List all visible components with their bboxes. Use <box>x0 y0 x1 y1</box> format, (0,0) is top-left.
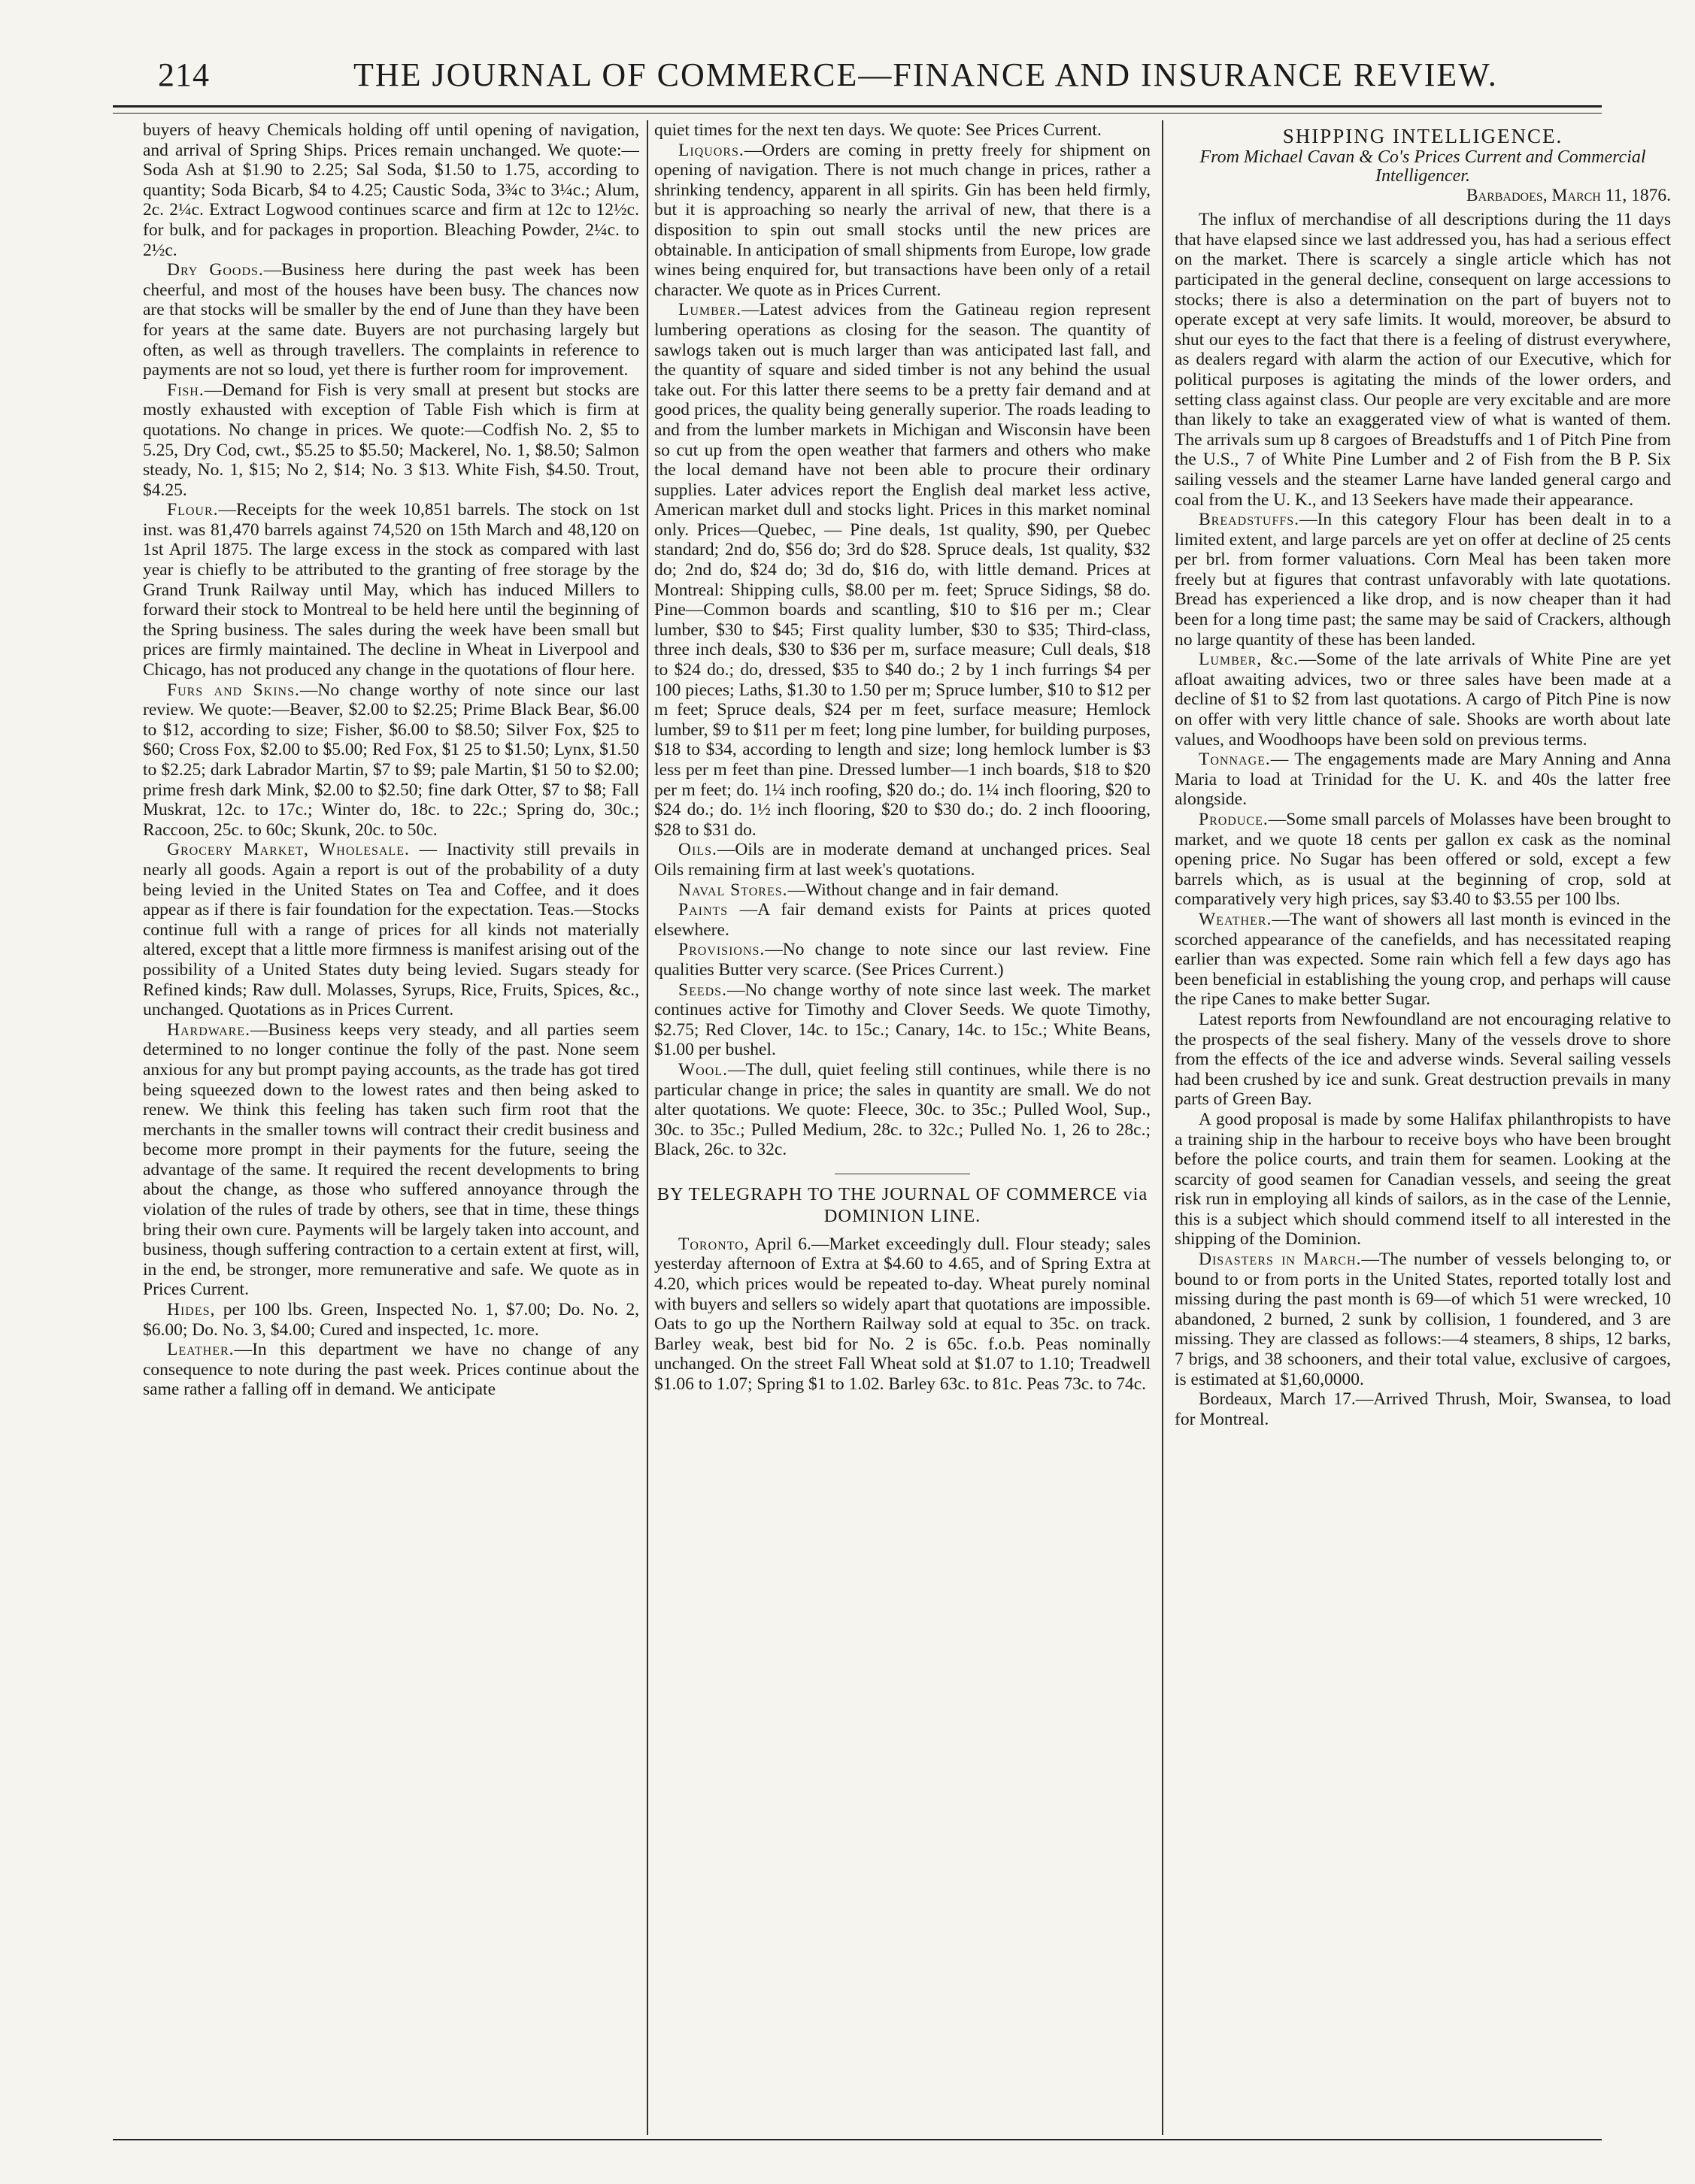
section-heading: Hardware. <box>167 1019 250 1040</box>
footer-rule <box>113 2139 1602 2140</box>
section-heading: Fish. <box>167 380 205 400</box>
section-heading: Flour. <box>167 500 219 520</box>
liquors-section: Liquors.—Orders are coming in pretty freely for shipment on opening of navigation. There is not much change in prices, rather a shrinking tendency, apparent in all spirits. Gin has been held firmly, but it is approaching so nearly the arrival of new, that there is a disposition to spin out small stocks until the new prices are obtainable. In anticipation of small shipments from Europe, low grade wines being enquired for, but transactions have been only of a retail character. We quote as in Prices Current. <box>654 140 1151 300</box>
lumber-section: Lumber.—Latest advices from the Gatineau region represent lumbering operations as closing for the season. The quantity of sawlogs taken out is much larger than was anticipated last fall, and the quantity of square and sided timber is not any behind the usual take out. For this latter there seems to be a pretty fair demand and at good prices, the quality being generally superior. The roads leading to and from the lumber markets in Michigan and Wisconsin have been so cut up from the open weather that farmers and others who make the local demand have not been able to procure their ordinary supplies. Later advices report the English deal market less active, American market dull and stocks light. Prices in this market nominal only. Prices—Quebec, — Pine deals, 1st quality, $90, per Quebec standard; 2nd do, $56 do; 3rd do $28. Spruce deals, 1st quality, $32 do; 2nd do, $24 do; 3d do, $16 do, with little demand. Prices at Montreal: Shipping culls, $8.00 per m. feet; Spruce Sidings, $8 do. Pine—Common boards and scantling, $10 to $16 per m.; Clear lumber, $30 to $45; First quality lumber, $30 to $35; Third-class, three inch deals, $30 to $36 per m, surface measure; Cull deals, $18 to $24 do.; do, dressed, $35 to $40 do.; 2 by 1 inch furrings $4 per 100 pieces; Laths, $1.30 to 1.50 per m; Spruce lumber, $10 to $12 per m feet; Spruce deals, $24 per m feet, surface measure; Hemlock lumber, $9 to $11 per m feet; long pine lumber, for building purposes, $18 to $34, according to length and size; long hemlock lumber is $3 less per m feet than pine. Dressed lumber—1 inch boards, $18 to $20 per m feet; do. 1¼ inch roofing, $20 do.; do. 1¼ inch flooring, $20 to $24 do.; do. 1½ inch flooring, $20 to $30 do.; do. 2 inch floooring, $28 to $31 do. <box>654 300 1151 840</box>
section-heading: Wool. <box>678 1059 728 1080</box>
section-heading: Oils. <box>678 840 717 860</box>
section-heading: Tonnage. <box>1199 750 1271 770</box>
section-heading: Weather. <box>1199 909 1272 929</box>
section-heading: Lumber. <box>678 300 742 320</box>
section-heading: Paints <box>678 900 729 920</box>
shipping-intro: The influx of merchandise of all descriptions during the 11 days that have elapsed since we last addressed you, has had a serious effect on the market. There is scarcely a single article which has not participated in the general decline, consequent on large accessions to stocks; there is also a determination on the part of buyers not to operate except at very safe limits. It would, moreover, be absurd to shut our eyes to the fact that there is a feeling of distrust everywhere, as dealers regard with alarm the action of our Executive, which for political purposes is agitating the minds of the lower orders, and setting class against class. Our people are very excitable and are more than likely to take an exaggerated view of what is wanted of them. The arrivals sum up 8 cargoes of Breadstuffs and 1 of Pitch Pine from the U.S., 7 of White Pine Lumber and 2 of Fish from the B P. Six sailing vessels and the steamer Larne have landed general cargo and coal from the U. K., and 13 Seekers have made their appearance. <box>1175 210 1671 510</box>
hardware-section: Hardware.—Business keeps very steady, and all parties seem determined to no longer continue the folly of the past. None seem anxious for any but prompt paying accounts, as the trade has got tired being squeezed down to the lowest rates and then being asked to renew. We think this feeling has taken such firm root that the merchants in the smaller towns will contract their credit business and become more prompt in their payments for the future, seeing the advantage of the same. It required the recent developments to bring about the change, as those who suffered annoyance through the violation of the rules of trade by others, see that in time, these things bring their own cure. Payments will be largely taken into account, and business, though suffering contraction to a certain extent at first, will, in the end, be stronger, more remunerative and safe. We quote as in Prices Current. <box>143 1019 639 1300</box>
dry-goods-section: Dry Goods.—Business here during the past week has been cheerful, and most of the houses have been busy. The chances now are that stocks will be smaller by the end of June than they have been for years at the same date. Buyers are not purchasing largely but often, as well as through travellers. The complaints in reference to payments are not so loud, yet there is further room for improvement. <box>143 260 639 380</box>
lumber-section: Lumber, &c.—Some of the late arrivals of White Pine are yet afloat awaiting advices, two or three sales have been made at a decline of $1 to $2 from last quotations. A cargo of Pitch Pine is now on offer with very little chance of sale. Shooks are worth about late values, and Woodhoops have been sold on previous terms. <box>1175 650 1671 750</box>
section-heading: Grocery Market, Wholesale. <box>167 840 410 860</box>
section-heading: Lumber, &c. <box>1199 650 1299 670</box>
oils-section: Oils.—Oils are in moderate demand at unchanged prices. Seal Oils remaining firm at last week's quotations. <box>654 840 1151 880</box>
running-title: THE JOURNAL OF COMMERCE—FINANCE AND INSURANCE REVIEW. <box>353 56 1498 93</box>
seeds-section: Seeds.—No change worthy of note since last week. The market continues active for Timothy and Clover Seeds. We quote Timothy, $2.75; Red Clover, 14c. to 15c.; Canary, 14c. to 15c.; White Beans, $1.00 per bushel. <box>654 980 1151 1060</box>
shipping-heading: SHIPPING INTELLIGENCE. <box>1282 125 1563 147</box>
dateline: Barbadoes, March 11, 1876. <box>1466 185 1671 205</box>
section-heading: Toronto, <box>678 1234 750 1254</box>
column-left <box>143 120 639 2135</box>
header-rule-thin <box>113 113 1602 114</box>
weather-section: Weather.—The want of showers all last month is evinced in the scorched appearance of the canefields, and has necessitated reaping earlier than was expected. Some rain which fell a few days ago has been beneficial in establishing the young crop, and perhaps will cause the ripe Canes to make better Sugar. <box>1175 909 1671 1010</box>
newfoundland-paragraph: Latest reports from Newfoundland are not encouraging relative to the prospects of the seal fishery. Many of the vessels drove to shore from the effects of the ice and adverse winds. Several sailing vessels had been crushed by ice and sunk. Great destruction prevails in many parts of Green Bay. <box>1175 1009 1671 1110</box>
telegraph-heading: BY TELEGRAPH TO THE JOURNAL OF COMMERCE via DOMINION LINE. <box>656 1183 1148 1226</box>
section-heading: Naval Stores. <box>678 880 788 900</box>
chemicals-continued: buyers of heavy Chemicals holding off until opening of navigation, and arrival of Spring Ships. Prices remain unchanged. We quote:—Soda Ash at $1.90 to 2.25; Sal Soda, $1.50 to 1.75, according to quantity; Soda Bicarb, $4 to 4.25; Caustic Soda, 3¾c to 3¼c.; Alum, 2c. 2¼c. Extract Logwood continues scarce and firm at 12c to 12½c. for bulk, and for packages in proportion. Bleaching Powder, 2¼c. to 2½c. <box>143 120 639 260</box>
section-heading: Produce. <box>1199 810 1269 829</box>
page-number: 214 <box>158 56 210 93</box>
furs-section: Furs and Skins.—No change worthy of note since our last review. We quote:—Beaver, $2.00 to $2.25; Prime Black Bear, $6.00 to $12, according to size; Fisher, $6.00 to $8.50; Silver Fox, $25 to $60; Cross Fox, $2.00 to $5.00; Red Fox, $1 25 to $1.50; Lynx, $1.50 to $2.25; dark Labrador Martin, $7 to $9; pale Martin, $1 50 to $2.00; prime fresh dark Mink, $2.00 to $2.50; fine dark Otter, $7 to $8; Fall Muskrat, 12c. to 17c.; Winter do, 18c. to 22c.; Spring do, 30c.; Raccoon, 25c. to 60c; Skunk, 20c. to 50c. <box>143 680 639 840</box>
halifax-paragraph: A good proposal is made by some Halifax philanthropists to have a training ship in the harbour to receive boys who have been brought before the police courts, and train them for seamen. Looking at the scarcity of good seamen for Canadian vessels, and seeing the great risk run in employing all kinds of sailors, as in the case of the Lennie, this is a subject which should commend itself to all interested in the shipping of the Dominion. <box>1175 1109 1671 1250</box>
flour-section: Flour.—Receipts for the week 10,851 barrels. The stock on 1st inst. was 81,470 barrels against 74,520 on 15th March and 48,120 on 1st April 1875. The large excess in the stock as compared with last year is chiefly to be attributed to the granting of free storage by the Grand Trunk Railway until May, which has induced Millers to forward their stock to Montreal to be held here until the beginning of the Spring business. The sales during the week have been small but prices are firmly maintained. The decline in Wheat in Liverpool and Chicago, has not produced any change in the quotations of flour here. <box>143 500 639 680</box>
fish-section: Fish.—Demand for Fish is very small at present but stocks are mostly exhausted with exception of Table Fish which is firm at quotations. No change in prices. We quote:—Codfish No. 2, $5 to 5.25, Dry Cod, cwt., $5.25 to $5.50; Mackerel, No. 1, $8.50; Salmon steady, No. 1, $15; No 2, $14; No. 3 $13. White Fish, $4.50. Trout, $4.25. <box>143 380 639 500</box>
toronto-report: Toronto, April 6.—Market exceedingly dull. Flour steady; sales yesterday afternoon of Extra at $4.60 to 4.65, and of Spring Extra at 4.20, which prices would be repeated to-day. Wheat purely nominal with buyers and sellers so widely apart that quotations are impossible. Oats to go up the Northern Railway sold at equal to 35c. on track. Barley weak, best bid for No. 2 is 65c. f.o.b. Peas nominally unchanged. On the street Fall Wheat sold at $1.07 to 1.10; Treadwell $1.06 to 1.07; Spring $1 to 1.02. Barley 63c. to 81c. Peas 73c. to 74c. <box>654 1234 1151 1395</box>
paints-section: Paints —A fair demand exists for Paints at prices quoted elsewhere. <box>654 900 1151 940</box>
grocery-section: Grocery Market, Wholesale. — Inactivity still prevails in nearly all goods. Again a report is out of the probability of a duty being levied in the United States on Tea and Coffee, and it does appear as if there is fair foundation for the expectation. Teas.—Stocks continue full with a range of prices for all kinds not materially altered, except that a little more firmness is manifest arising out of the possibility of a United States duty being levied. Sugars steady for Refined kinds; Raw dull. Molasses, Syrups, Rice, Fruits, Spices, &c., unchanged. Quotations as in Prices Current. <box>143 840 639 1020</box>
tonnage-section: Tonnage.— The engagements made are Mary Anning and Anna Maria to load at Trinidad for the U. K. and 40s the latter free alongside. <box>1175 750 1671 810</box>
breadstuffs-section: Breadstuffs.—In this category Flour has been dealt in to a limited extent, and large parcels are yet on offer at decline of 25 cents per brl. from former valuations. Corn Meal has been taken more freely but at figures that contrast unfavorably with late quotations. Bread has experienced a like drop, and is now cheaper than it had been for a long time past; the same may be said of Crackers, although no large quantity of these has been landed. <box>1175 510 1671 650</box>
produce-section: Produce.—Some small parcels of Molasses have been brought to market, and we quote 18 cents per gallon ex cask as the nominal opening price. No Sugar has been offered or sold, except a few barrels which, as is usual at the beginning of crop, sold at comparatively very high prices, say $3.40 to $3.55 per 100 lbs. <box>1175 810 1671 910</box>
section-heading: Liquors. <box>678 140 744 160</box>
leather-section: Leather.—In this department we have no change of any consequence to note during the past week. Prices continue about the same rather a falling off in demand. We anticipate <box>143 1340 639 1400</box>
bordeaux-paragraph: Bordeaux, March 17.—Arrived Thrush, Moir, Swansea, to load for Montreal. <box>1175 1389 1671 1429</box>
shipping-source: From Michael Cavan & Co's Prices Current and Commercial Intelligencer. <box>1199 147 1646 186</box>
naval-stores-section: Naval Stores.—Without change and in fair demand. <box>678 880 1060 900</box>
disasters-section: Disasters in March.—The number of vessels belonging to, or bound to or from ports in the United States, reported totally lost and missing during the past month is 69—of which 51 were wrecked, 10 abandoned, 2 burned, 2 sunk by collision, 1 foundered, and 3 are missing. They are classed as follows:—4 steamers, 8 ships, 12 barks, 7 brigs, and 38 schooners, and their total value, exclusive of cargoes, is estimated at $1,60,0000. <box>1175 1250 1671 1389</box>
section-heading: Dry Goods. <box>167 260 264 280</box>
column-divider <box>1162 120 1163 2135</box>
hides-section: Hides, per 100 lbs. Green, Inspected No. 1, $7.00; Do. No. 2, $6.00; Do. No. 3, $4.00; Cured and inspected, 1c. more. <box>143 1300 639 1340</box>
section-heading: Leather. <box>167 1340 235 1360</box>
wool-section: Wool.—The dull, quiet feeling still continues, while there is no particular change in price; the sales in quantity are small. We do not alter quotations. We quote: Fleece, 30c. to 35c.; Pulled Wool, Sup., 30c. to 35c.; Pulled Medium, 28c. to 32c.; Pulled No. 1, 26 to 28c.; Black, 26c. to 32c. <box>654 1059 1151 1160</box>
section-heading: Provisions. <box>678 940 766 960</box>
column-divider <box>647 120 648 2135</box>
provisions-section: Provisions.—No change to note since our last review. Fine qualities Butter very scarce. (See Prices Current.) <box>654 940 1151 980</box>
section-heading: Seeds. <box>678 980 727 1000</box>
column-middle <box>654 120 1151 2135</box>
column-right <box>1175 120 1671 2135</box>
section-heading: Disasters in March. <box>1199 1250 1362 1270</box>
header-rule <box>113 105 1602 108</box>
section-heading: Breadstuffs. <box>1199 510 1300 530</box>
section-heading: Hides, <box>167 1300 216 1320</box>
section-heading: Furs and Skins. <box>167 680 300 700</box>
leather-continued: quiet times for the next ten days. We quote: See Prices Current. <box>654 120 1102 140</box>
